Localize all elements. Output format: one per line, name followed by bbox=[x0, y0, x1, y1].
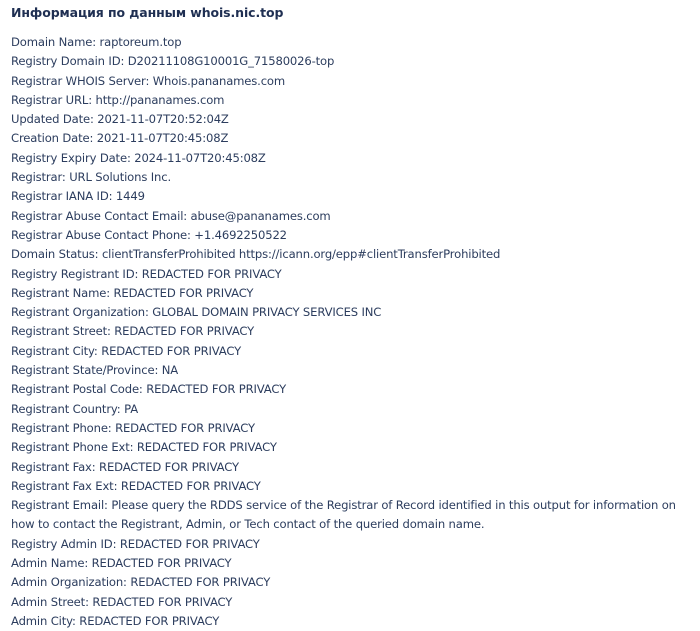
whois-line-registrant-email: Registrant Email: Please query the RDDS service of the Registrar of Record identified in this output for information on how to contact the Registrant, Admin, or Tech contact of the queried domain name. bbox=[11, 498, 676, 532]
whois-line-registrant-fax: Registrant Fax: REDACTED FOR PRIVACY bbox=[11, 459, 239, 474]
whois-line-domain-name: Domain Name: raptoreum.top bbox=[11, 35, 182, 49]
whois-line-admin-name: Admin Name: REDACTED FOR PRIVACY bbox=[11, 556, 232, 571]
whois-title: Информация по данным whois.nic.top bbox=[11, 5, 284, 20]
whois-line-admin-street: Admin Street: REDACTED FOR PRIVACY bbox=[11, 594, 233, 609]
whois-line-registrant-phone: Registrant Phone: REDACTED FOR PRIVACY bbox=[11, 420, 255, 435]
whois-line-registry-admin-id: Registry Admin ID: REDACTED FOR PRIVACY bbox=[11, 536, 260, 551]
whois-line-abuse-email: Registrar Abuse Contact Email: abuse@pananames.com bbox=[11, 208, 331, 223]
whois-line-registrar-iana-id: Registrar IANA ID: 1449 bbox=[11, 189, 145, 204]
whois-line-registrant-organization: Registrant Organization: GLOBAL DOMAIN PRIVACY SERVICES INC bbox=[11, 305, 382, 320]
whois-line-abuse-phone: Registrar Abuse Contact Phone: +1.4692250522 bbox=[11, 227, 287, 242]
whois-line-registry-expiry-date: Registry Expiry Date: 2024-11-07T20:45:08Z bbox=[11, 150, 266, 165]
whois-line-registry-registrant-id: Registry Registrant ID: REDACTED FOR PRIVACY bbox=[11, 266, 282, 281]
whois-line-registrant-phone-ext: Registrant Phone Ext: REDACTED FOR PRIVACY bbox=[11, 440, 277, 455]
whois-line-creation-date: Creation Date: 2021-11-07T20:45:08Z bbox=[11, 131, 229, 146]
whois-line-registrant-fax-ext: Registrant Fax Ext: REDACTED FOR PRIVACY bbox=[11, 478, 261, 493]
whois-line-registrant-country: Registrant Country: PA bbox=[11, 401, 138, 416]
whois-line-registrant-street: Registrant Street: REDACTED FOR PRIVACY bbox=[11, 324, 255, 339]
whois-line-registrar: Registrar: URL Solutions Inc. bbox=[11, 170, 171, 185]
whois-line-registrant-city: Registrant City: REDACTED FOR PRIVACY bbox=[11, 343, 242, 358]
whois-line-registrant-name: Registrant Name: REDACTED FOR PRIVACY bbox=[11, 285, 254, 300]
whois-line-registrar-whois-server: Registrar WHOIS Server: Whois.pananames.com bbox=[11, 73, 286, 88]
whois-line-domain-status: Domain Status: clientTransferProhibited https://icann.org/epp#clientTransferProhibited bbox=[11, 247, 501, 262]
whois-line-updated-date: Updated Date: 2021-11-07T20:52:04Z bbox=[11, 112, 229, 127]
whois-record-list bbox=[11, 33, 690, 631]
whois-line-admin-organization: Admin Organization: REDACTED FOR PRIVACY bbox=[11, 575, 271, 590]
whois-line-registrant-state: Registrant State/Province: NA bbox=[11, 363, 179, 378]
whois-line-registrant-postal-code: Registrant Postal Code: REDACTED FOR PRIVACY bbox=[11, 382, 287, 397]
whois-line-registry-domain-id: Registry Domain ID: D20211108G10001G_71580026-top bbox=[11, 54, 335, 69]
whois-line-admin-city: Admin City: REDACTED FOR PRIVACY bbox=[11, 613, 220, 628]
whois-line-registrar-url: Registrar URL: http://pananames.com bbox=[11, 92, 225, 107]
